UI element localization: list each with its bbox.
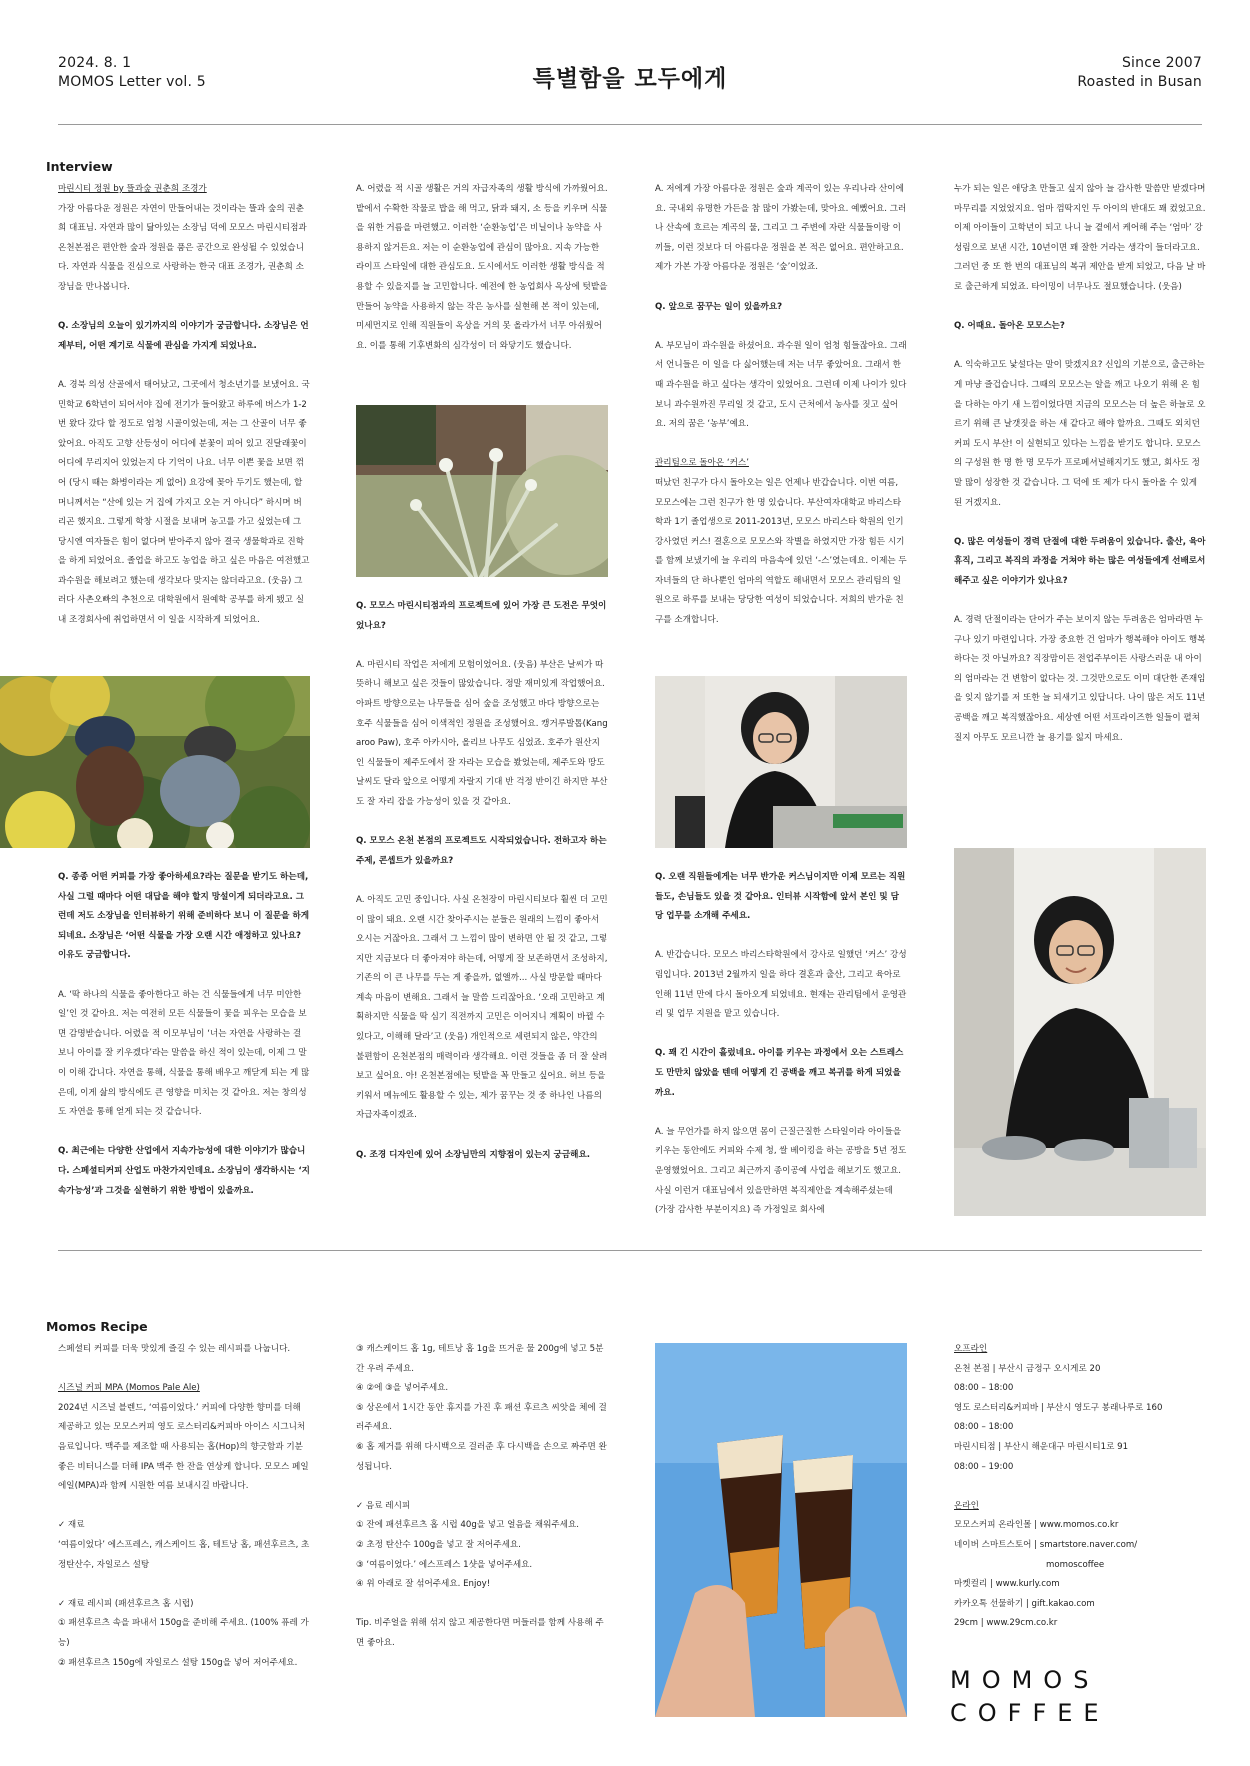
- section-divider: [58, 1250, 1202, 1251]
- page-header: [58, 52, 1202, 100]
- answer: A. 어렸을 적 시골 생활은 거의 자급자족의 생활 방식에 가까웠어요. 밭에서 수확한 작물로 밥을 해 먹고, 닭과 돼지, 소 등을 키우며 식물을 위한 거름을 마련했고. 이러한 ‘순환농업’은 비닐이나 농약을 사용하지 않거든요. 저는 이 순환농업에 관심이 많아요. 지속 가능한 라이프 스타일에 대한 관심도요. 도시에서도 이러한 생활 방식을 적용할 수 있을지를 늘 고민합니다. 예전에 한 농업회사 옥상에 텃밭을 만들어 농약을 사용하지 않는 작은 농사를 실현해 본 적이 있는데, 미세먼지로 인해 직원들이 옥상을 거의 못 올라가서 너무 아쉬웠어요. 이를 통해 기후변화의 심각성이 더 와닿기도 했습니다.: [356, 184, 608, 351]
- issue-date: 2024. 8. 1: [58, 55, 132, 71]
- answer: A. 저에게 가장 아름다운 정원은 숲과 계곡이 있는 우리나라 산이에요. 국내외 유명한 가든을 참 많이 가봤는데, 맞아요. 예뻤어요. 그러나 산속에 흐르는 계곡의 물, 그리고 그 주변에 자란 식물들이랑 이끼들, 이런 것보다 더 아름다운 정원을 본 적은 없어요. 편안하고요. 제가 가본 가장 아름다운 정원은 ‘숲’이었죠.: [655, 184, 907, 273]
- answer: A. 익숙하고도 낯설다는 말이 맞겠지요? 신입의 기분으로, 출근하는 게 마냥 즐겁습니다. 그때의 모모스는 알을 깨고 나오기 위해 온 힘을 다하는 아기 새 느낌이었다면 지금의 모모스는 더 높은 하늘로 오르기 위해 큰 날갯짓을 하는 새 같다고 해야 할까요. 그때도 외치던 커피 도시 부산! 이 실현되고 있다는 느낌을 받기도 합니다. 모모스의 구성원 한 명 한 명 모두가 프로페셔널해지기도 했고, 회사도 정말 많이 성장한 것 같습니다. 그 덕에 또 제가 다시 돌아올 수 있게 된 거겠지요.: [954, 360, 1206, 508]
- ingredients-heading: ✓ 재료: [58, 1520, 85, 1531]
- interview-col2-bottom: [356, 597, 608, 1232]
- recipe-tip: Tip. 비주얼을 위해 섞지 않고 제공한다면 머들러를 함께 사용해 주면 좋아요.: [356, 1618, 604, 1648]
- momos-coffee-logo: [950, 1664, 1110, 1730]
- ingredients-list: ‘여름이었다’ 에스프레스, 캐스케이드 홉, 테트낭 홉, 패션후르츠, 초정탄산수, 자일로스 설탕: [58, 1539, 310, 1570]
- recipe-col1: [58, 1340, 310, 1750]
- logo-line1: MOMOS: [950, 1666, 1100, 1694]
- interview-col4: [954, 180, 1206, 760]
- interview-col1-bottom: [58, 868, 310, 1232]
- question: Q. 앞으로 꿈꾸는 일이 있을까요?: [655, 301, 783, 312]
- interview-col2-top: [356, 180, 608, 390]
- offline-store: 온천 본점 | 부산시 금정구 오시게로 20: [954, 1363, 1101, 1374]
- page-title: 특별함을 모두에게: [532, 66, 728, 92]
- online-store: 카카오톡 선물하기 | gift.kakao.com: [954, 1598, 1095, 1609]
- gardeners-photo: [0, 676, 310, 848]
- cups-photo: [655, 1343, 907, 1717]
- online-store: 모모스커피 온라인몰 | www.momos.co.kr: [954, 1520, 1119, 1531]
- interview-intro: 가장 아름다운 정원은 자연이 만들어내는 것이라는 뜰과 숲의 권춘희 대표님. 자연과 많이 닮아있는 소장님 덕에 모모스 마린시티점과 온천본점은 편안한 숲과 정원을 품은 공간으로 완성될 수 있었습니다. 자연과 식물을 진심으로 사랑하는 한국 대표 조경가, 권춘희 소장님을 만나봅니다.: [58, 203, 307, 292]
- store-info: [954, 1340, 1206, 1640]
- online-title: 온라인: [954, 1500, 979, 1511]
- offline-store: 영도 로스터리&커피바 | 부산시 영도구 봉래나루로 160: [954, 1402, 1163, 1413]
- syrup-step: ⑤ 상온에서 1시간 동안 휴지를 가진 후 패션 후르츠 씨앗을 체에 걸러주세요.: [356, 1402, 607, 1433]
- online-store-continued: momoscoffee: [1046, 1559, 1105, 1570]
- offline-store: 마린시티점 | 부산시 해운대구 마린시티1로 91: [954, 1441, 1129, 1452]
- drink-step: ② 초정 탄산수 100g을 넣고 잘 저어주세요.: [356, 1539, 521, 1550]
- issue-name: MOMOS Letter vol. 5: [58, 74, 206, 90]
- syrup-step: ⑥ 홉 제거를 위해 다시백으로 걸러준 후 다시백을 손으로 짜주면 완성됩니다.: [356, 1441, 607, 1472]
- drink-step: ④ 위 아래로 잘 섞어주세요. Enjoy!: [356, 1579, 491, 1590]
- interview-col3-top: [655, 180, 907, 660]
- header-divider: [58, 124, 1202, 125]
- logo-line2: COFFEE: [950, 1699, 1110, 1727]
- interview-subtitle: 마린시티 정원 by 뜰과숲 권춘희 조경가: [58, 184, 207, 194]
- question: Q. 소장님의 오늘이 있기까지의 이야기가 궁금합니다. 소장님은 언제부터, 어떤 계기로 식물에 관심을 가지게 되었나요.: [58, 321, 309, 351]
- interview-col1-top: [58, 180, 310, 656]
- question: Q. 최근에는 다양한 산업에서 지속가능성에 대한 이야기가 많습니다. 스페셜티커피 산업도 마찬가지인데요. 소장님이 생각하시는 ‘지속가능성’과 그것을 실현하기 위한 방법이 있을까요.: [58, 1146, 310, 1196]
- since-year: Since 2007: [1121, 55, 1202, 71]
- syrup-step: ④ ②에 ③을 넣어주세요.: [356, 1383, 449, 1394]
- question: Q. 종종 어떤 커피를 가장 좋아하세요?라는 질문을 받기도 하는데, 사실 그럴 때마다 어떤 대답을 해야 할지 망설이게 되더라고요. 그런데 저도 소장님을 인터뷰하기 위해 준비하다 보니 이 질문을 하게 되네요. 소장님은 ‘어떤 식물을 가장 오랜 시간 애정하고 있나요? 이유도 궁금합니다.: [58, 872, 310, 961]
- woman-laptop-photo: [655, 676, 907, 848]
- question: Q. 오랜 직원들에게는 너무 반가운 커스님이지만 이제 모르는 직원들도, 손님들도 있을 것 같아요. 인터뷰 시작함에 앞서 본인 및 담당 업무를 소개해 주세요.: [655, 872, 906, 922]
- interview-section-title: Interview: [46, 159, 113, 174]
- online-store: 네이버 스마트스토어 | smartstore.naver.com/: [954, 1539, 1138, 1550]
- answer: A. 경북 의성 산골에서 태어났고, 그곳에서 청소년기를 보냈어요. 국민학교 6학년이 되어서야 집에 전기가 들어왔고 하루에 버스가 1-2번 왔다 갔다 할 정도로 엄청 시골이었는데, 저는 그 산골이 너무 좋았어요. 아직도 고향 산등성이 어디에 분꽃이 피어 있고 진달래꽃이 어디에 무리지어 있었는지 다 기억이 나요. 너무 이쁜 꽃을 보면 꺾어 (당시 때는 화병이라는 게 없어) 요강에 꽂아 두기도 했는데, 할머니께서는 “산에 있는 거 집에 가지고 오는 거 아니다” 하시며 버리곤 했지요. 그렇게 학창 시절을 보내며 농고를 가고 싶었는데 그 당시엔 여자들은 힘이 없다며 받아주지 않아 결국 생물학과로 진학을 하게 되었어요. 졸업을 하고도 농업을 하고 싶은 마음은 여전했고 과수원을 해보려고 했는데 생각보다 맞지는 않더라고요. (웃음) 그러다 사촌오빠의 추천으로 대학원에서 원예학 공부를 하게 됐고 실내 조경회사에 취업하면서 이 일을 시작하게 되었어요.: [58, 379, 310, 626]
- recipe-subtitle: 시즈널 커피 MPA (Momos Pale Ale): [58, 1383, 200, 1394]
- drink-recipe-heading: ✓ 음료 레시피: [356, 1500, 411, 1511]
- answer: A. 늘 무언가를 하지 않으면 몸이 근질근질한 스타일이라 아이들을 키우는 동안에도 커피와 수제 청, 쌀 베이킹을 하는 공방을 5년 정도 운영했었어요. 그리고 최근까지 종이공예 사업을 해보기도 했고요. 사실 이런거 대표님에서 있을만하면 복직제안을 계속해주셨는데 (가장 감사한 부분이지요) 즉 가정일로 회사에: [655, 1126, 907, 1216]
- recipe-col2: [356, 1340, 608, 1670]
- store-hours: 08:00 – 18:00: [954, 1422, 1014, 1433]
- drink-step: ① 잔에 패션후르츠 홉 시럽 40g을 넣고 얼음을 채워주세요.: [356, 1520, 580, 1531]
- answer: A. 마린시티 작업은 저에게 모험이었어요. (웃음) 부산은 날씨가 따뜻하니 해보고 싶은 것들이 많았습니다. 정말 재미있게 작업했어요. 아파트 방향으로는 나무들을 심어 숲을 조성했고 바다 방향으로는 호주 식물들을 심어 이색적인 정원을 조성했어요. 캥거루발톱(Kangaroo Paw), 호주 아카시아, 올리브 나무도 심었죠. 호주가 원산지인 식물들이 제주도에서 잘 자라는 모습을 봤었는데, 제주도와 땅도 날씨도 달라 앞으로 어떻게 자랄지 기대 반 걱정 반이긴 하지만 부산도 잘 자리 잡을 가능성이 있을 것 같아요.: [356, 659, 608, 807]
- recipe-section-title: Momos Recipe: [46, 1319, 148, 1334]
- feature-subtitle: 관리팀으로 돌아온 ‘커스’: [655, 458, 749, 469]
- answer: A. 부모님이 과수원을 하셨어요. 과수원 일이 엄청 힘들잖아요. 그래서 언니들은 이 일을 다 싫어했는데 저는 너무 좋았어요. 그래서 한때 과수원을 하고 싶다는 생각이 있었어요. 그런데 이제 나이가 있다 보니 과수원까진 무리일 것 같고, 도시 근처에서 농사를 짓고 싶어요. 저의 꿈은 ‘농부’예요.: [655, 340, 907, 430]
- syrup-step: ② 패션후르츠 150g에 자일로스 설탕 150g을 넣어 저어주세요.: [58, 1657, 298, 1668]
- store-hours: 08:00 – 18:00: [954, 1383, 1014, 1394]
- recipe-intro: 스페셜티 커피를 더욱 맛있게 즐길 수 있는 레시피를 나눕니다.: [58, 1344, 291, 1354]
- question: Q. 많은 여성들이 경력 단절에 대한 두려움이 있습니다. 출산, 육아휴직, 그리고 복직의 과정을 거쳐야 하는 많은 여성들에게 선배로서 해주고 싶은 이야기가 있나요?: [954, 536, 1206, 586]
- syrup-step: ① 패션후르츠 속을 파내서 150g을 준비해 주세요. (100% 퓨레 가능): [58, 1618, 309, 1648]
- drink-step: ③ ‘여름이었다.’ 에스프레스 1샷을 넣어주세요.: [356, 1559, 533, 1570]
- answer: 누가 되는 일은 애당초 만들고 싶지 않아 늘 감사한 말씀만 받겠다며 마무리를 지었었지요. 엄마 껌딱지인 두 아이의 반대도 꽤 컸었고요. 이제 아이들이 고학년이 되고 나니 늘 곁에서 케어해 주는 ‘엄마’ 강성림으로 보낸 시간, 10년이면 꽤 잘한 거라는 생각이 들더라고요. 그러던 중 또 한 번의 대표님의 복귀 제안을 받게 되었고, 다음 날 바로 출근하게 되었죠. 타이밍이 너무나도 절묘했습니다. (웃음): [954, 184, 1206, 292]
- store-hours: 08:00 – 19:00: [954, 1461, 1014, 1472]
- answer: A. ‘딱 하나의 식물을 좋아한다고 하는 건 식물들에게 너무 미안한 일’인 것 같아요. 저는 여전히 모든 식물들이 꽃을 피우는 모습을 보면 감명받습니다. 어렸을 적 이모부님이 ‘너는 자연을 사랑하는 걸 보니 아이를 잘 키우겠다’라는 말씀을 하신 적이 있는데, 이제 그 말이 이해 갑니다. 자연을 통해, 식물을 통해 배우고 깨닫게 되는 게 많은데, 이게 삶의 방식에도 큰 영향을 미치는 것 같아요. 저는 창의성도 자연을 통해 얻게 되는 것 같습니다.: [58, 989, 310, 1118]
- syrup-step: ③ 캐스케이드 홉 1g, 테트낭 홉 1g을 뜨거운 물 200g에 넣고 5분간 우려 주세요.: [356, 1344, 604, 1374]
- answer: A. 경력 단절이라는 단어가 주는 보이지 않는 두려움은 엄마라면 누구나 있기 마련입니다. 가장 중요한 건 엄마가 행복해야 아이도 행복하다는 것 아닐까요? 직장맘이든 전업주부이든 사랑스러운 내 아이의 엄마라는 건 변함이 없다는 것. 그것만으로도 이미 대단한 존재임을 잊지 않기를 저 또한 늘 되새기고 있답니다. 나이 많은 저도 11년 공백을 깨고 복직했잖아요. 세상엔 어떤 서프라이즈한 일들이 펼쳐질지 아무도 모르니깐 늘 용기를 잃지 마세요.: [954, 615, 1206, 743]
- question: Q. 모모스 마린시티점과의 프로젝트에 있어 가장 큰 도전은 무엇이었나요?: [356, 601, 607, 631]
- syrup-recipe-heading: ✓ 재료 레시피 (패션후르츠 홉 시럽): [58, 1598, 194, 1609]
- question: Q. 조경 디자인에 있어 소장님만의 지향점이 있는지 궁금해요.: [356, 1149, 591, 1160]
- plant-photo: [356, 405, 608, 577]
- header-right: [1077, 54, 1202, 92]
- offline-title: 오프라인: [954, 1344, 988, 1354]
- question: Q. 모모스 온천 본점의 프로젝트도 시작되었습니다. 전하고자 하는 주제, 콘셉트가 있을까요?: [356, 836, 607, 866]
- woman-smiling-photo: [954, 848, 1206, 1216]
- roast-location: Roasted in Busan: [1077, 74, 1202, 90]
- online-store: 마켓컬리 | www.kurly.com: [954, 1579, 1060, 1590]
- feature-intro: 떠났던 친구가 다시 돌아오는 일은 언제나 반갑습니다. 이번 여름, 모모스에는 그런 친구가 한 명 있습니다. 부산여자대학교 바리스타 학과 1기 졸업생으로 2011-2013년, 모모스 바리스타 학원의 인기 강사였던 커스! 결혼으로 모모스와 작별을 하였지만 가장 힘든 시기를 함께 보냈기에 늘 우리의 마음속에 있던 ‘-스’였는데요. 이제는 두 자녀들의 단 하나뿐인 엄마의 역할도 해내면서 모모스 관리팀의 일원으로 하루를 보내는 당당한 여성이 되었습니다. 저희의 반가운 친구를 소개합니다.: [655, 477, 907, 626]
- online-store: 29cm | www.29cm.co.kr: [954, 1618, 1058, 1629]
- question: Q. 꽤 긴 시간이 흘렀네요. 아이를 키우는 과정에서 오는 스트레스도 만만치 않았을 텐데 어떻게 긴 공백을 깨고 복귀를 하게 되었을까요.: [655, 1048, 904, 1098]
- recipe-description: 2024년 시즈널 블렌드, ‘여름이었다.’ 커피에 다양한 향미를 더해 제공하고 있는 모모스커피 영도 로스터리&커피바 아이스 시그니처 음료입니다. 맥주를 제조할 때 사용되는 홉(Hop)의 향긋함과 기분 좋은 비터니스를 더해 IPA 맥주 한 잔을 연상케 합니다. 모모스 페일 에일(MPA)과 함께 시원한 여름 보내시길 바랍니다.: [58, 1402, 309, 1492]
- answer: A. 반갑습니다. 모모스 바리스타학원에서 강사로 일했던 ‘커스’ 강성림입니다. 2013년 2월까지 일을 하다 결혼과 출산, 그리고 육아로 인해 11년 만에 다시 돌아오게 되었네요. 현재는 관리팀에서 운영관리 및 업무 지원을 맡고 있습니다.: [655, 950, 907, 1020]
- answer: A. 아직도 고민 중입니다. 사실 온천장이 마린시티보다 훨씬 더 고민이 많이 돼요. 오랜 시간 찾아주시는 분들은 원래의 느낌이 좋아서 오시는 거잖아요. 그래서 그 느낌이 많이 변하면 안 될 것 같고, 그렇지만 지금보다 더 좋아져야 하는데, 어떻게 잘 보존하면서 조성하지, 기존의 이 큰 나무를 두는 게 좋을까, 없앨까... 사실 방문할 때마다 계속 마음이 변해요. 그래서 늘 말씀 드리잖아요. ‘오래 고민하고 계획하지만 식물을 딱 심기 직전까지 고민은 이어지니 계획이 바뀔 수 있다고, 이해해 달라’고 (웃음) 개인적으로 세련되지 않은, 약간의 불편함이 온천본점의 매력이라 생각해요. 이런 것들을 좀 더 잘 살려보고 싶어요. 아! 온천본점에는 텃밭을 꼭 만들고 싶어요. 허브 등을 키워서 메뉴에도 활용할 수 있는, 제가 꿈꾸는 것 중 하나인 나름의 자급자족이겠죠.: [356, 894, 608, 1121]
- interview-col3-bottom: [655, 868, 907, 1232]
- question: Q. 어때요. 돌아온 모모스는?: [954, 321, 1065, 332]
